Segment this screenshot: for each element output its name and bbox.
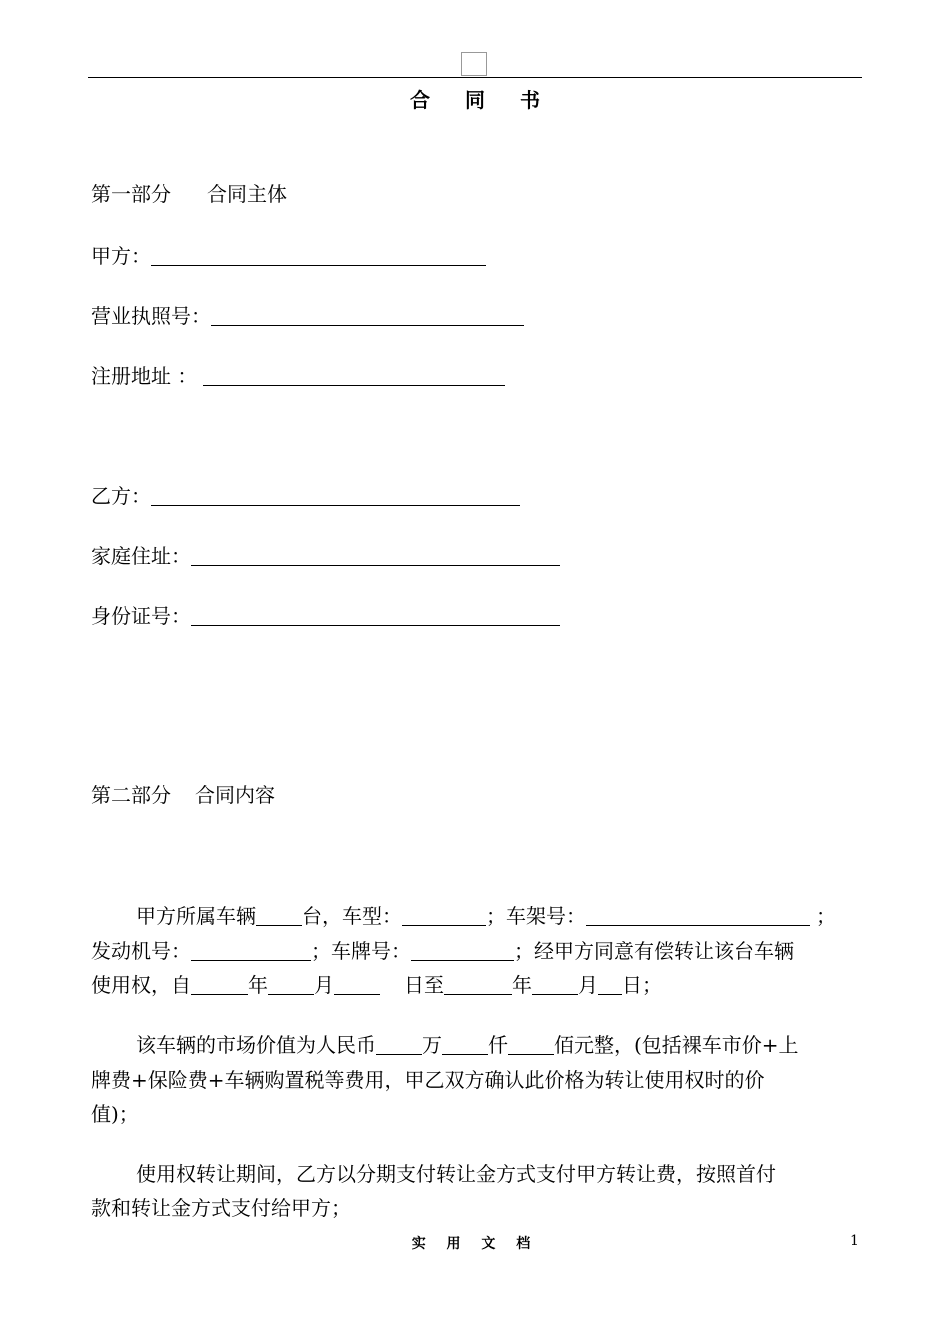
- part2-subtitle: 合同内容: [195, 783, 275, 807]
- start-day-blank[interactable]: [334, 974, 380, 995]
- party-b-line: [91, 480, 520, 509]
- para1-text: 年: [512, 973, 532, 997]
- license-blank[interactable]: [211, 305, 524, 326]
- page-number: 1: [850, 1233, 859, 1249]
- para3-line2: 款和转让金方式支付给甲方；: [91, 1196, 351, 1220]
- para1-text: 台，车型：: [302, 904, 402, 928]
- address-line: [91, 360, 505, 389]
- party-b-blank[interactable]: [151, 485, 520, 506]
- price-qian-blank[interactable]: [442, 1034, 488, 1055]
- start-month-blank[interactable]: [268, 974, 314, 995]
- para3-line1: 使用权转让期间，乙方以分期支付转让金方式支付甲方转让费，按照首付: [136, 1162, 776, 1186]
- header-rule: [88, 77, 862, 78]
- para1-text: ；经甲方同意有偿转让该台车辆: [514, 939, 794, 963]
- id-number-blank[interactable]: [191, 605, 560, 626]
- para1-line2: [91, 935, 794, 964]
- document-title: 合 同 书: [410, 88, 554, 112]
- vehicle-model-blank[interactable]: [402, 905, 486, 926]
- para1-text: 日至: [404, 973, 444, 997]
- address-blank[interactable]: [203, 365, 505, 386]
- para1-text: 日；: [622, 973, 662, 997]
- home-address-label: 家庭住址：: [91, 544, 191, 568]
- para1-line1: [136, 900, 836, 929]
- engine-number-blank[interactable]: [191, 940, 311, 961]
- para2-line2: 牌费+保险费+车辆购置税等费用，甲乙双方确认此价格为转让使用权时的价: [91, 1068, 765, 1092]
- para1-text: 使用权，自: [91, 973, 191, 997]
- id-number-line: [91, 600, 560, 629]
- part1-label: 第一部分: [91, 182, 171, 206]
- home-address-line: [91, 540, 560, 569]
- header-placeholder-box: [461, 52, 487, 76]
- para2-text: 万: [422, 1033, 442, 1057]
- para1-text: 年: [248, 973, 268, 997]
- frame-number-blank[interactable]: [586, 905, 810, 926]
- id-number-label: 身份证号：: [91, 604, 191, 628]
- party-b-label: 乙方：: [91, 484, 151, 508]
- part1-subtitle: 合同主体: [207, 182, 287, 206]
- para1-text: 发动机号：: [91, 939, 191, 963]
- home-address-blank[interactable]: [191, 545, 560, 566]
- plate-number-blank[interactable]: [411, 940, 514, 961]
- price-wan-blank[interactable]: [376, 1034, 422, 1055]
- footer-text: 实 用 文 档: [411, 1236, 539, 1252]
- para2-line1: [136, 1029, 799, 1058]
- party-a-line: [91, 240, 486, 269]
- party-a-label: 甲方：: [91, 244, 151, 268]
- para1-line3: [91, 969, 662, 998]
- party-a-blank[interactable]: [151, 245, 486, 266]
- end-year-blank[interactable]: [444, 974, 512, 995]
- para1-text: ；: [816, 904, 836, 928]
- part2-label: 第二部分: [91, 783, 171, 807]
- para1-text: 甲方所属车辆: [136, 904, 256, 928]
- price-bai-blank[interactable]: [508, 1034, 554, 1055]
- para1-text: ；车牌号：: [311, 939, 411, 963]
- para2-text: 仟: [488, 1033, 508, 1057]
- para1-text: ；车架号：: [486, 904, 586, 928]
- address-label: 注册地址 ：: [91, 364, 198, 388]
- license-label: 营业执照号：: [91, 304, 211, 328]
- para2-text: 该车辆的市场价值为人民币: [136, 1033, 376, 1057]
- para1-text: 月: [578, 973, 598, 997]
- end-month-blank[interactable]: [532, 974, 578, 995]
- license-line: [91, 300, 524, 329]
- end-day-blank[interactable]: [598, 974, 622, 995]
- vehicle-count-blank[interactable]: [256, 905, 302, 926]
- section-heading-part2: [91, 779, 275, 808]
- para1-text: 月: [314, 973, 334, 997]
- start-year-blank[interactable]: [191, 974, 248, 995]
- para2-line3: 值)；: [91, 1102, 139, 1126]
- para2-text: 佰元整，(包括裸车市价+上: [554, 1033, 799, 1057]
- section-heading-part1: [91, 178, 287, 207]
